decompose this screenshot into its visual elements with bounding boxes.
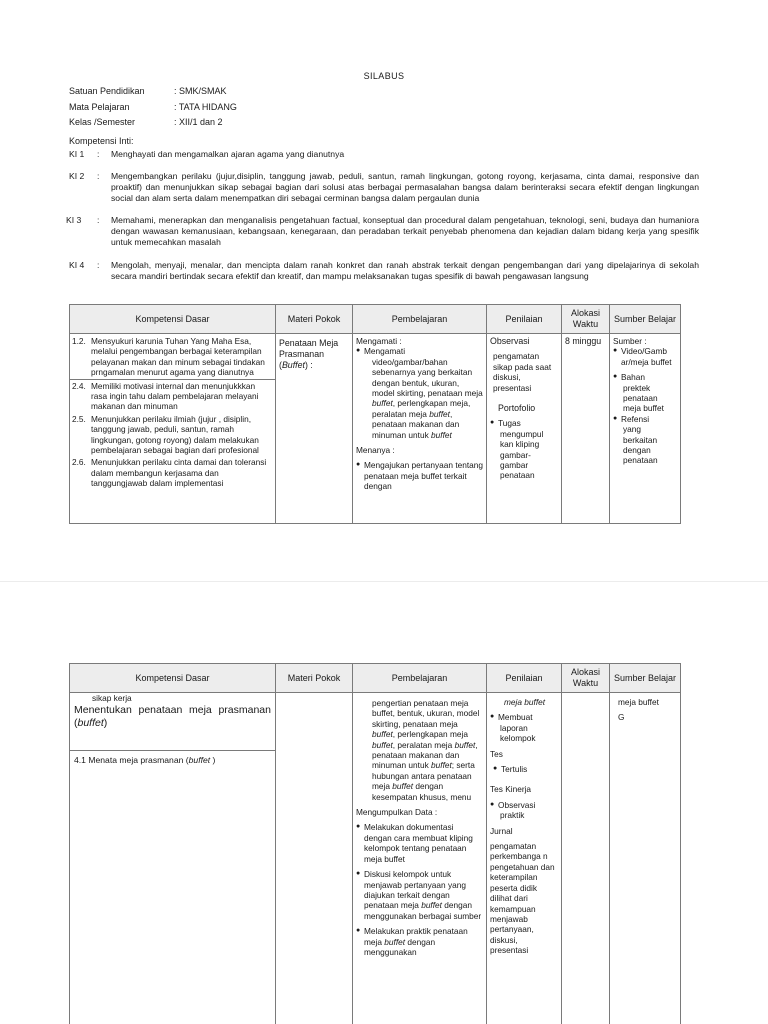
table-row [70, 334, 681, 524]
list-item: ● Mengamati [356, 346, 406, 357]
kd-item: Menentukan penataan meja prasmanan (buffet) [70, 703, 275, 751]
cell-alokasi [562, 693, 610, 1024]
bullet-icon: ● [493, 765, 498, 773]
header-pembelajaran: Pembelajaran [353, 305, 487, 334]
kd-item: 2.5. Menunjukkan perilaku ilmiah (jujur , disiplin, tanggung jawab, peduli, santun, ramah lingkungan, gotong royong) dalam melakukan pembelajaran sebagai bagian dari profesional [72, 413, 259, 456]
ki-heading: Kompetensi Inti: [69, 136, 134, 146]
header-alokasi: Alokasi Waktu [562, 305, 610, 334]
list-item: ● Refensi [613, 413, 650, 424]
bullet-icon: ● [356, 870, 361, 878]
list-item: ● Membuat [490, 712, 533, 723]
sumber-g: G [618, 712, 625, 723]
header-penilaian: Penilaian [487, 664, 562, 693]
bullet-icon: ● [613, 347, 618, 355]
cell-kompetensi [70, 693, 276, 1024]
header-penilaian: Penilaian [487, 305, 562, 334]
ki-1: KI 1 : Menghayati dan mengamalkan ajaran agama yang dianutnya [69, 149, 345, 159]
mengamati-text: video/gambar/bahan sebenarnya yang berkaitan dengan bentuk, ukuran, model skirting, penataan meja buffet, perlengkapan meja, peralatan meja buffet, penataan makanan dan minuman untuk buffet [372, 356, 483, 440]
kd-continuation: sikap kerja [92, 693, 132, 703]
sumber-referensi-text: yang berkaitan dengan penataan [623, 424, 658, 466]
cell-pembelajaran [353, 693, 487, 1024]
meta-block [69, 84, 237, 131]
list-item: ● Tugas [490, 418, 521, 429]
kd-item: 4.1 Menata meja prasmanan (buffet ) [74, 755, 216, 766]
list-item: ● Mengajukan pertanyaan tentang penataan meja buffet terkait dengan [356, 460, 484, 492]
kd-item: 1.2. Mensyukuri karunia Tuhan Yang Maha Esa, melalui pengembangan berbagai keterampilan pelayanan makan dan minum sebagai tindakan prngamalan menurut agama yang dianutnya [70, 335, 275, 380]
bullet-icon: ● [356, 461, 361, 469]
menanya-heading: Menanya : [356, 445, 395, 456]
header-kompetensi: Kompetensi Dasar [70, 305, 276, 334]
ki-2: KI 2 : Mengembangkan perilaku (jujur,disiplin, tanggung jawab, peduli, santun, ramah lingkungan, gotong royong, kerjasama, cinta damai, responsive dan proaktif) dan menunjukkan sikap sebagai bagian dari solusi atas berbagai permasalahan bangsa dalam berinteraksi secara efektif dengan lingkungan social dan alam serta dalam menempatkan diri sebagai cerminan bangsa dalam pergaulan dunia [69, 171, 699, 203]
list-item: ● Observasi [490, 799, 536, 810]
cell-alokasi: 8 minggu [562, 334, 610, 524]
cell-penilaian [487, 334, 562, 524]
sumber-text: meja buffet [618, 697, 659, 707]
ki-3: KI 3 : Memahami, menerapkan dan menganalisis pengetahuan factual, konseptual dan procedural dalam pengetahuan, teknologi, seni, budaya dan humaniora dengan wawasan kemanusiaan, kebangsaan, kenegaraan, dan peradaban terkait penyebab phenomena dan kejadian dalam bidang kerja yang spesifik untuk memecahkan masalah [66, 215, 699, 247]
list-item: ● Melakukan dokumentasi dengan cara membuat kliping kelompok tentang penataan meja buffet [356, 822, 473, 864]
header-sumber: Sumber Belajar [610, 664, 681, 693]
cell-pembelajaran [353, 334, 487, 524]
table-header-row [70, 664, 681, 693]
bullet-icon: ● [490, 800, 495, 808]
bullet-icon: ● [613, 373, 618, 381]
syllabus-table-2 [69, 663, 681, 1024]
mengumpulkan-heading: Mengumpulkan Data : [356, 807, 438, 818]
table-header-row [70, 305, 681, 334]
penilaian-tugas-text: mengumpul kan kliping gambar-gambar penataan [500, 428, 544, 481]
mengamati-heading: Mengamati : [356, 336, 402, 346]
table-row [70, 693, 681, 1024]
kd-item: 2.4. Memiliki motivasi internal dan menunjukkkan rasa ingin tahu dalam pembelajaran melayani makanan dan minuman [72, 380, 259, 412]
list-item: ● Melakukan praktik penataan meja buffet dengan menggunakan [356, 926, 468, 957]
cell-sumber [610, 334, 681, 524]
document-title: SILABUS [363, 71, 405, 81]
meta-row-kelas: Kelas /Semester : XII/1 dan 2 [69, 117, 223, 127]
header-alokasi: Alokasi Waktu [562, 664, 610, 693]
penilaian-laporan: laporan kelompok [500, 722, 536, 744]
meta-row-satuan: Satuan Pendidikan : SMK/SMAK [69, 86, 227, 96]
penilaian-jurnal: Jurnal [490, 825, 513, 836]
pembelajaran-continuation: pengertian penataan meja buffet, bentuk, ukuran, model skirting, penataan meja buffet, perlengkapan meja buffet, peralatan meja buffet, penataan makanan dan minuman untuk buffet; serta hubungan antara penataan meja buffet dengan kesempatan khusus, menu [372, 698, 480, 802]
penilaian-tes: Tes [490, 748, 503, 759]
sumber-heading: Sumber : [613, 336, 647, 346]
page-separator [0, 581, 768, 582]
list-item: ● Diskusi kelompok untuk menjawab pertanyaan yang diajukan terkait dengan penataan meja buffet dengan menggunakan berbagai sumber [356, 869, 482, 921]
sumber-bahan-text: prektek penataan meja buffet [623, 382, 664, 414]
penilaian-jurnal-text: pengamatan perkembanga n pengetahuan dan keterampilan peserta didik dilihat dari kemampuan menjawab pertanyaan, diskusi, presentasi [490, 841, 555, 956]
penilaian-praktik: praktik [500, 810, 525, 821]
header-materi: Materi Pokok [276, 664, 353, 693]
cell-sumber [610, 693, 681, 1024]
penilaian-tes-kinerja: Tes Kinerja [490, 784, 532, 795]
penilaian-observasi-text: pengamatan sikap pada saat diskusi, presentasi [493, 351, 552, 393]
list-item: ● Video/Gamb ar/meja buffet [613, 346, 672, 367]
syllabus-table-1 [69, 304, 681, 524]
list-item: ● Bahan [613, 372, 645, 383]
cell-kompetensi [70, 334, 276, 524]
cell-penilaian [487, 693, 562, 1024]
bullet-icon: ● [356, 927, 361, 935]
penilaian-portofolio: Portofolio [498, 403, 536, 414]
cell-materi [276, 693, 353, 1024]
penilaian-meja: meja buffet [504, 697, 546, 707]
header-materi: Materi Pokok [276, 305, 353, 334]
bullet-icon: ● [356, 823, 361, 831]
ki-4: KI 4 : Mengolah, menyaji, menalar, dan mencipta dalam ranah konkret dan ranah abstrak terkait dengan pengembangan dari yang dipelajarinya di sekolah secara mandiri bertindak secara efektif dan kreatif, dan mampu melaksanakan tugas spesifik di bawah pengawasan langsung [69, 260, 699, 281]
penilaian-observasi: Observasi [490, 336, 530, 346]
bullet-icon: ● [490, 713, 495, 721]
cell-materi: Penataan Meja Prasmanan (Buffet) : [276, 334, 353, 524]
meta-row-mapel: Mata Pelajaran : TATA HIDANG [69, 101, 237, 112]
list-item: ● Tertulis [493, 764, 528, 775]
header-pembelajaran: Pembelajaran [353, 664, 487, 693]
header-kompetensi: Kompetensi Dasar [70, 664, 276, 693]
kd-item: 2.6. Menunjukkan perilaku cinta damai dan toleransi dalam membangun kerjasama dan tanggungjawab dalam implementasi [72, 457, 267, 489]
header-sumber: Sumber Belajar [610, 305, 681, 334]
bullet-icon: ● [356, 347, 361, 355]
bullet-icon: ● [613, 414, 618, 422]
bullet-icon: ● [490, 419, 495, 427]
